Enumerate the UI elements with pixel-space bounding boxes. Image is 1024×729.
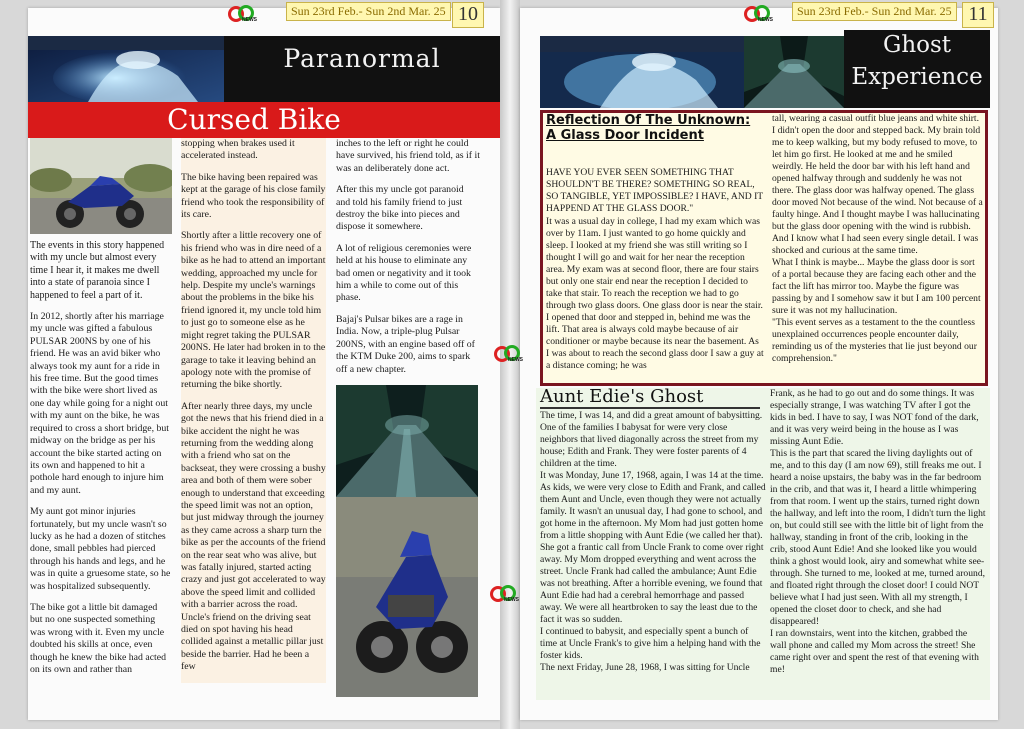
paragraph: "This event serves as a testament to the the countless unexplained occurrences people encounter daily, reminding us of the mysteries that lie just beyond our comprehension." [772,317,977,364]
paragraph: I ran downstairs, went into the kitchen, grabbed the wall phone and called my Mom across the street! She came right over and spent the rest of that evening with me! [770,628,979,675]
left-column-3 [336,138,480,385]
paragraph: What I think is maybe... Maybe the glass door is sort of a portal because they are facing each other and the fact the lift has mirror too. Maybe the figure was passing by and I somehow saw it but I am 100 percent sure it was not my hallucination. [772,257,981,316]
paragraph: After this my uncle got paranoid and told his family friend to just destroy the bike into pieces and dispose it somewhere. [336,184,464,233]
section-title-line-1: Ghost [882,32,952,58]
news-logo: NEWS [494,344,524,364]
section-title-line-2: Experience [851,64,983,90]
bike-photo-large [336,497,478,697]
paragraph: stopping when brakes used it accelerated instead. [181,138,295,162]
paragraph: I continued to babysit, and especially spent a bunch of time at Uncle Frank's to give him a helping hand with the foster kids. [540,626,761,661]
issue-date: Sun 23rd Feb.- Sun 2nd Mar. 25 [286,2,451,21]
aunt-edie-column-1 [540,410,766,674]
paragraph: tall, wearing a casual outfit blue jeans and white shirt. I didn't open the door and stepped back. My brain told me to keep walking, but my body refused to move, to let him go first. He looked at me and he smiled weirdly. He held the door bar with his left hand and opened halfway through and suddenly he was not there. The glass door was halfway opened. The glass door moved Not because of the wind. Not because of a faulty hinge. And I thought maybe I was hallucinating but the glass door opening with the wind is rubbish. And I know what I had seen every single detail. I was shocked and curious at the same time. [772,113,983,256]
paragraph: It was Monday, June 17, 1968, again, I was 14 at the time. As kids, we were very close to Edith and Frank, and called them Aunt and Uncle, even though they were not actually family. It wasn't an unusual day, I had gone to school, and got home in the afternoon. My Mom had just gotten home from a little shopping with Aunt Edie (we called her that). She got a frantic call from Uncle Frank to come over right away. My Mom dropped everything and went across the street. Uncle Frank had called the ambulance; Aunt Edie was not breathing. After a horrible evening, we found that Aunt Edie had had a cerebral hemorrhage and passed away. We were all heartbroken to say the least due to the fact it was so sudden. [540,470,766,625]
news-logo: NEWS [490,584,520,604]
issue-date: Sun 23rd Feb.- Sun 2nd Mar. 25 [792,2,957,21]
bike-photo-small [30,138,172,234]
header-ghost-image [28,36,224,102]
paragraph: The time, I was 14, and did a great amount of babysitting. One of the families I babysat for were very close neighbors that lived diagonally across the street from my house; Edith and Frank. They were foster parents of 4 children at the time. [540,410,763,469]
news-logo: NEWS [744,4,774,24]
paragraph: inches to the left or right he could have survived, his friend told, as if it was an deliberately done act. [336,138,480,174]
paragraph: A lot of religious ceremonies were held at his house to eliminate any bad omen or negativity and it took him a while to come out of this phase. [336,242,472,304]
paragraph: Bajaj's Pulsar bikes are a rage in India. Now, a triple-plug Pulsar 200NS, with an engine based off of the KTM Duke 200, aims to spark off a new chapter. [336,313,475,375]
forest-road-photo [336,385,478,497]
paragraph: The bike having been repaired was kept at the garage of his close family friend who took the responsibility of its care. [181,171,326,221]
paragraph: The next Friday, June 28, 1968, I was sitting for Uncle [540,662,750,673]
aunt-edie-column-2 [770,388,986,676]
header-ghost-image [540,36,744,108]
left-column-2 [181,138,326,683]
paragraph: The events in this story happened with my uncle but almost every time I hear it, it makes me dwell into a state of paranoia since I happened to feel a part of it. [30,240,165,301]
section-title-panel [224,36,500,102]
aunt-edie-story-title: Aunt Edie's Ghost [540,386,760,409]
page-number: 11 [962,2,994,28]
page-gutter [500,0,520,729]
glass-door-story-title: Reflection Of The Unknown: A Glass Door Incident [546,113,751,143]
header-forest-image [744,36,844,108]
paragraph: After nearly three days, my uncle got the news that his friend died in a bike accident the night he was returning from the wedding along with a friend who sat on the backseat, they were crossing a bushy area and both of them were sober enough to understand that exceeding the speed limit was not an option, but just midway through the journey as they came across a sharp turn the bike as per the accounts of the friend on the rear seat who was alive, but was fatally injured, started acting crazy and just got accelerated to way above the speed limit and collided with a barrier across the road. Uncle's friend on the driving seat died on spot having his head collided against a metallic pillar just beside the barrier. Had he been a few [181,400,326,673]
glass-door-column-2 [772,113,984,365]
paragraph: This is the part that scared the living daylights out of me, and to this day (I am now 69), still freaks me out. I heard a noise upstairs, the baby was in the far bedroom in the crib, and that was it, I heard a little whimpering from that room. I went up the stairs, turned right down the hallway, and left into the room, I didn't turn the light on, but could still see with the little bit of light from the hallway, standing in front of the crib, looking in the crib, stood Aunt Edie! And she looked like you would think a ghost would look, airy and somewhat white see-through. She turned to me, looked at me, turned around, and floated right through the closet door! I could NOT believe what I had just seen. With all my strength, I opened the closet door to check, and she had disappeared! [770,448,986,627]
left-column-1 [30,240,172,685]
story-title: Cursed Bike [167,103,341,136]
page-number: 10 [452,2,484,28]
glass-door-column-1: It was a usual day in college, I had my exam which was over by 11am. I just wanted to go home quickly and sleep. I looked at my friend she was still writing so I thought I will go and wait for her near the reception area. My exam was at second floor, there are four stairs but only one stair end near the reception I decided to take that stair. To reach the reception we had to go through two glass doors. One glass door is near the stair. I opened that door and stepped in, behind me was the lift. That area is always cold maybe because of air conditioner or maybe because its near the basement. As I was about to reach the second glass door I saw a guy at a distance coming; he was [546,216,764,371]
news-logo: NEWS [228,4,258,24]
section-title: Paranormal [283,44,441,73]
paragraph: Shortly after a little recovery one of his friend who was in dire need of a bike as he had to attend an important wedding, approached my uncle for help. Despite my uncle's warnings about the problems in the bike his friend ignored it, my uncle told him to just go to someone else as he might regret taking the PULSAR 200NS. He later had broken in to the garage to take it leaving behind an apology note with the promise of returning the bike shortly. [181,230,326,391]
paragraph: My aunt got minor injuries fortunately, but my uncle wasn't so lucky as he had a dozen of stitches done, small pebbles had pierced through his hands and legs, and he was in quite a gruesome state, so he was hospitalized subsequently. [30,506,171,592]
glass-door-intro: HAVE YOU EVER SEEN SOMETHING THAT SHOULDN'T BE THERE? SOMETHING SO REAL, SO TANGIBLE, YET IMPOSSIBLE? I HAVE, AND IT HAPPEND AT THE GLASS DOOR." [546,167,763,214]
paragraph: In 2012, shortly after his marriage my uncle was gifted a fabulous PULSAR 200NS by one of his friend. He was an avid biker who always took my aunt for a ride in his free time. But the good times with the bike were short lived as one day while going for a night out with my aunt on the bike, he was required to cross a short bridge, but midway on the bridge as per his account the bike started acting on its own and happened to hit a pothole hard enough to injure him and my aunt. [30,311,170,496]
section-title-panel [844,30,990,108]
story-title-banner [28,102,500,138]
paragraph: Frank, as he had to go out and do some things. It was especially strange, I was watching TV after I got the kids in bed. I have to say, I was NOT fond of the dark, and it was very weird being in the house as I was missing Aunt Edie. [770,388,979,447]
paragraph: The bike got a little bit damaged but no one suspected something was wrong with it. Even my uncle doubted his skills at once, even though he knew the bike had acted on its own and rather than [30,601,167,675]
